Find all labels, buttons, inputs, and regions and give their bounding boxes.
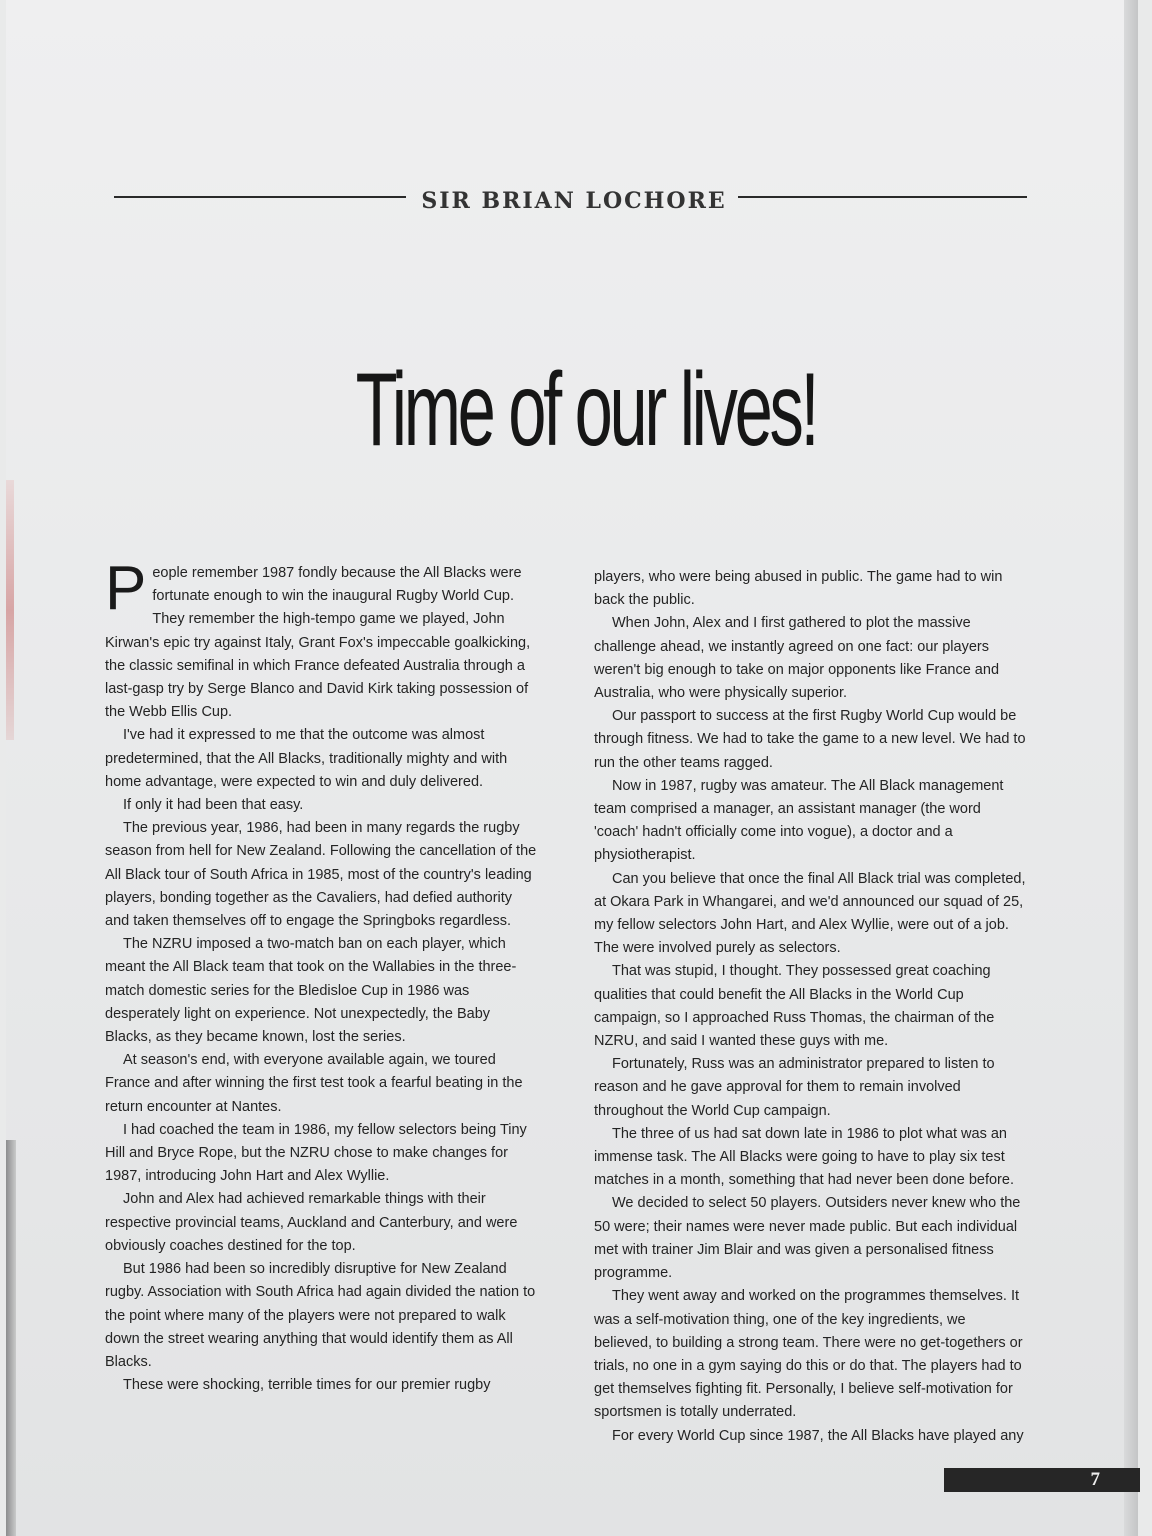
- paragraph: The previous year, 1986, had been in many regards the rugby season from hell for New Zealand. Following the cancellation of the All Black tour of South Africa in 1985, most of the country's leading players, bonding together as the Cavaliers, had defied authority and taken themselves off to engage the Springboks regardless.: [105, 820, 537, 930]
- paragraph: I've had it expressed to me that the outcome was almost predetermined, that the All Blacks, traditionally mighty and with home advantage, were expected to win and duly delivered.: [105, 727, 508, 790]
- paragraph: That was stupid, I thought. They possessed great coaching qualities that could benefit the All Blacks in the World Cup campaign, so I approached Russ Thomas, the chairman of the NZRU, and said I wanted these guys with me.: [594, 963, 995, 1050]
- paragraph: When John, Alex and I first gathered to plot the massive challenge ahead, we instantly agreed on one fact: our players weren't big enough to take on major opponents like France and Australia, who were physically superior.: [594, 615, 1000, 702]
- paragraph: These were shocking, terrible times for our premier rugby: [123, 1377, 491, 1394]
- header-rule-right: [738, 196, 1027, 198]
- paragraph: Can you believe that once the final All Black trial was completed, at Okara Park in Whangarei, and we'd announced our squad of 25, my fellow selectors John Hart, and Alex Wyllie, were out of a job. The were involved purely as selectors.: [594, 870, 1026, 957]
- paragraph: Now in 1987, rugby was amateur. The All Black management team comprised a manager, an assistant manager (the word 'coach' hadn't officially come into vogue), a doctor and a physiotherapist.: [594, 777, 1004, 864]
- paragraph: But 1986 had been so incredibly disruptive for New Zealand rugby. Association with South Africa had again divided the nation to the point where many of the players were not prepared to walk down the street wearing anything that would identify them as All Blacks.: [105, 1261, 536, 1370]
- page-edge-right: [1124, 0, 1138, 1536]
- paragraph: I had coached the team in 1986, my fellow selectors being Tiny Hill and Bryce Rope, but the NZRU chose to make changes for 1987, introducing John Hart and Alex Wyllie.: [105, 1121, 527, 1185]
- paragraph: We decided to select 50 players. Outsiders never knew who the 50 were; their names were never made public. But each individual met with trainer Jim Blair and was given a personalised fitness programme.: [594, 1195, 1021, 1282]
- page-shadow-left: [6, 1140, 16, 1536]
- paragraph: For every World Cup since 1987, the All Blacks have played any: [612, 1427, 1024, 1444]
- magazine-page: [6, 0, 1138, 1536]
- author-header: SIR BRIAN LOCHORE: [421, 188, 727, 214]
- paragraph: At season's end, with everyone available again, we toured France and after winning the first test took a fearful beating in the return encounter at Nantes.: [105, 1052, 523, 1115]
- page-number: 7: [1090, 1469, 1100, 1490]
- article-column-right: [594, 566, 1026, 1448]
- header-rule-left: [114, 196, 406, 198]
- article-column-left: [105, 554, 537, 1397]
- paragraph: players, who were being abused in public. The game had to win back the public.: [594, 569, 1003, 609]
- drop-cap: P: [105, 554, 147, 623]
- paragraph: The NZRU imposed a two-match ban on each player, which meant the All Black team that took on the Wallabies in the three-match domestic series for the Bledisloe Cup in 1986 was desperately light on experience. Not unexpectedly, the Baby Blacks, as they became known, lost the series.: [105, 936, 517, 1046]
- paragraph: Our passport to success at the first Rugby World Cup would be through fitness. We had to take the game to a new level. We had to run the other teams ragged.: [594, 708, 1026, 771]
- article-title: Time of our lives!: [355, 352, 817, 468]
- paragraph: If only it had been that easy.: [123, 797, 304, 814]
- paragraph: Fortunately, Russ was an administrator prepared to listen to reason and he gave approval for them to remain involved throughout the World Cup campaign.: [594, 1056, 995, 1119]
- paragraph: People remember 1987 fondly because the All Blacks were fortunate enough to win the inaugural Rugby World Cup. They remember the high-tempo game we played, John Kirwan's epic try against Italy, Grant Fox's impeccable goalkicking, the classic semifinal in which France defeated Australia through a last-gasp try by Serge Blanco and David Kirk taking possession of the Webb Ellis Cup.: [105, 554, 531, 721]
- page-number-bar: [944, 1468, 1140, 1492]
- paragraph: The three of us had sat down late in 1986 to plot what was an immense task. The All Blacks were going to have to play six test matches in a month, something that had never been done before.: [594, 1125, 1014, 1189]
- paragraph: They went away and worked on the programmes themselves. It was a self-motivation thing, one of the key ingredients, we believed, to building a strong team. There were no get-togethers or trials, no one in a gym saying do this or do that. The players had to get themselves fighting fit. Personally, I believe self-motivation for sportsmen is totally underrated.: [594, 1288, 1023, 1421]
- page-edge-left: [6, 480, 14, 740]
- paragraph: John and Alex had achieved remarkable things with their respective provincial teams, Auckland and Canterbury, and were obviously coaches destined for the top.: [105, 1191, 518, 1254]
